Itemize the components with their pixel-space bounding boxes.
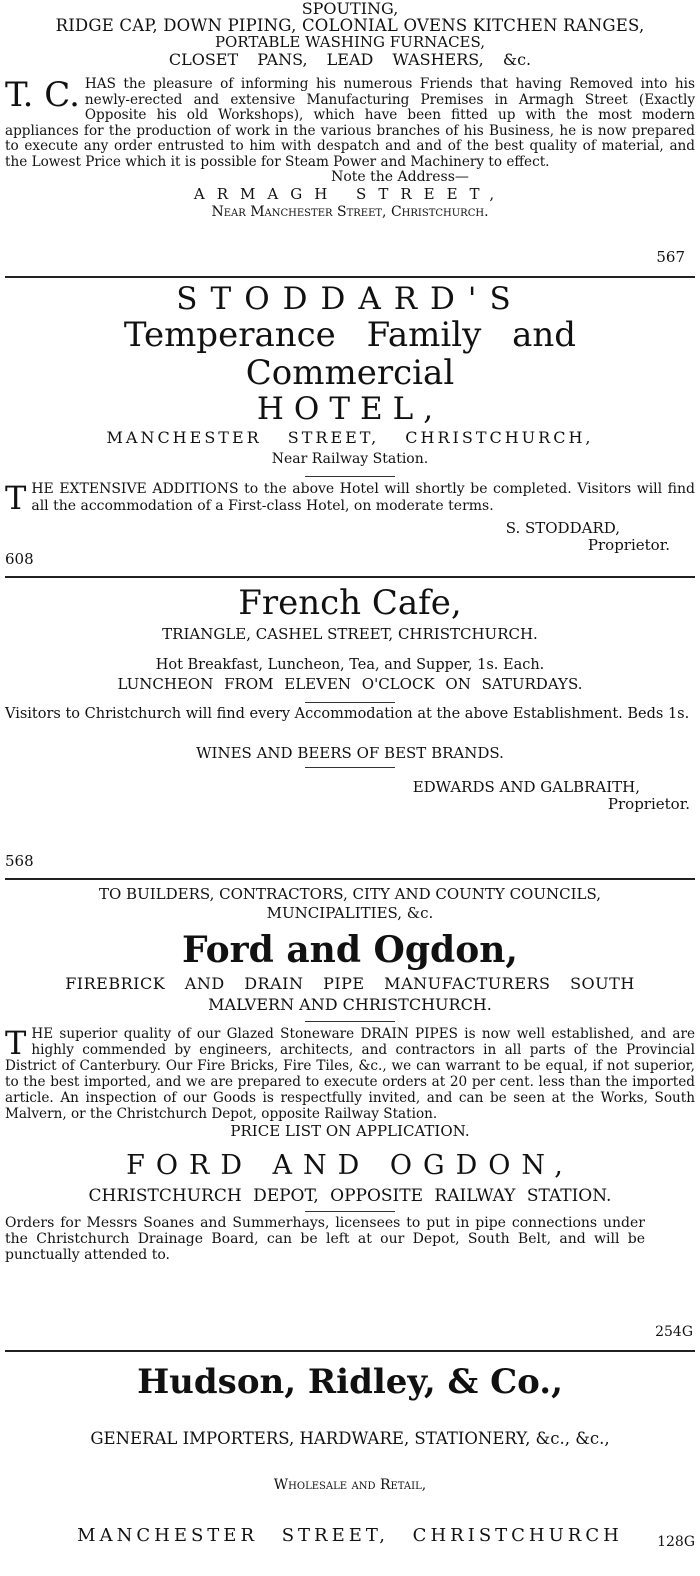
ad3-visitors [5,706,695,723]
ad2-proprietor: Proprietor. [587,536,670,554]
ad5-title: Hudson, Ridley, & Co., [137,1362,563,1402]
ad1-ref-number: 567 [656,248,685,266]
ad2-short-rule [305,476,395,477]
ad2-title: Temperance Family and Commercial [123,315,577,393]
ad1-products-line: RIDGE CAP, DOWN PIPING, COLONIAL OVENS KITCHEN RANGES, [55,16,645,35]
ad4-depot: CHRISTCHURCH DEPOT, OPPOSITE RAILWAY STATION. [88,1186,612,1206]
ad1-furnaces-line: PORTABLE WASHING FURNACES, [214,33,486,51]
ad-stoddards-hotel [5,282,695,572]
ad4-ref-number: 254G [655,1324,693,1340]
ad4-intro-2: MUNCIPALITIES, &c. [266,904,434,922]
ad2-hotel: HOTEL, [256,391,444,427]
ad3-title: French Cafe, [238,583,462,623]
ad1-note-address: Note the Address— [331,169,469,185]
ad3-meals: Hot Breakfast, Luncheon, Tea, and Supper, 1s. Each. [155,657,545,673]
separator-rule [5,576,695,578]
separator-rule [5,1350,695,1352]
ad1-body-text: HAS the pleasure of informing his numerous Friends that having Removed into his newly-erected and extensive Manufacturing Premises in Armagh Street (Exactly Opposite his old Workshops), which have been fitted up with the most modern appliances for the production of work in the various branches of his Business, he is now prepared to execute any order entrusted to him with despatch and and of the best quality of material, and the Lowest Price which it is possible for Steam Power and Machinery to effect. [5,76,695,170]
ad3-proprietor: Proprietor. [607,795,690,813]
separator-rule [5,276,695,278]
ad3-ref-number: 568 [5,852,34,870]
ad4-title: Ford and Ogdon, [182,929,518,971]
ad2-name: STODDARD'S [176,281,524,317]
ad2-near: Near Railway Station. [271,451,429,467]
ad3-luncheon: LUNCHEON FROM ELEVEN O'CLOCK ON SATURDAYS. [117,675,583,693]
ad4-short-rule [305,1021,395,1022]
ad4-body-text: HE superior quality of our Glazed Stoneware DRAIN PIPES is now well established, and are highly commended by engineers, architects, and contractors in all parts of the Provincial District of Canterbury. Our Fire Bricks, Fire Tiles, &c., we can warrant to be equal, if not superior, to the best imported, and we are prepared to execute orders at 20 per cent. less than the imported article. An inspection of our Goods is respectfully invited, and can be seen at the Works, South Malvern, or the Christchurch Depot, opposite Railway Station. [5,1026,695,1122]
ad2-address: MANCHESTER STREET, CHRISTCHURCH, [106,428,594,447]
ad4-trade-1: FIREBRICK AND DRAIN PIPE MANUFACTURERS SOUTH [65,974,635,993]
ad4-trade-2: MALVERN AND CHRISTCHURCH. [208,995,492,1014]
ad-french-cafe [5,582,695,874]
ad-tc-armagh-street [5,0,695,272]
ad5-street: MANCHESTER STREET, CHRISTCHURCH [77,1525,623,1546]
ad1-spouting-line: SPOUTING, [301,0,399,18]
ad1-closet-line: CLOSET PANS, LEAD WASHERS, &c. [168,50,532,69]
ad3-signature: EDWARDS AND GALBRAITH, [412,778,640,796]
ad4-drop-cap: T [5,1024,27,1062]
ad1-near-line: Near Manchester Street, Christchurch. [211,204,489,220]
separator-rule [5,878,695,880]
ad5-wholesale: Wholesale and Retail, [273,1477,427,1493]
ad3-visitors-text: Visitors to Christchurch will find every Accommodation at the above Establishment. Beds 1s. [5,706,690,722]
ad1-drop-initials: T. C. [5,75,80,115]
ad1-street: ARMAGH STREET, [193,185,507,203]
ad5-importers: GENERAL IMPORTERS, HARDWARE, STATIONERY, &c., &c., [90,1429,610,1448]
ad5-ref-number: 128G [657,1534,695,1550]
ad2-ref-number: 608 [5,550,34,568]
ad-ford-and-ogdon [5,884,695,1346]
ad2-body-text: HE EXTENSIVE ADDITIONS to the above Hotel will shortly be completed. Visitors will find all the accommodation of a First-class Hotel, on moderate terms. [31,481,695,514]
ad3-address: TRIANGLE, CASHEL STREET, CHRISTCHURCH. [162,625,538,643]
ad3-short-rule [305,702,395,703]
ad2-drop-cap: T [5,479,27,517]
ad4-short-rule-2 [305,1211,395,1212]
ad4-price-list: PRICE LIST ON APPLICATION. [230,1122,470,1140]
ad-hudson-ridley [5,1356,695,1556]
ad2-signature: S. STODDARD, [505,519,620,537]
ad4-name-spaced: FORD AND OGDON, [126,1150,574,1181]
ad3-wines: WINES AND BEERS OF BEST BRANDS. [196,744,504,762]
ad4-intro-1: TO BUILDERS, CONTRACTORS, CITY AND COUNTY COUNCILS, [98,885,601,903]
ad3-short-rule-2 [305,767,395,768]
ad4-orders-text: Orders for Messrs Soanes and Summerhays, licensees to put in pipe connections under the Christchurch Drainage Board, can be left at our Depot, South Belt, and will be punctually attended to. [5,1215,645,1263]
